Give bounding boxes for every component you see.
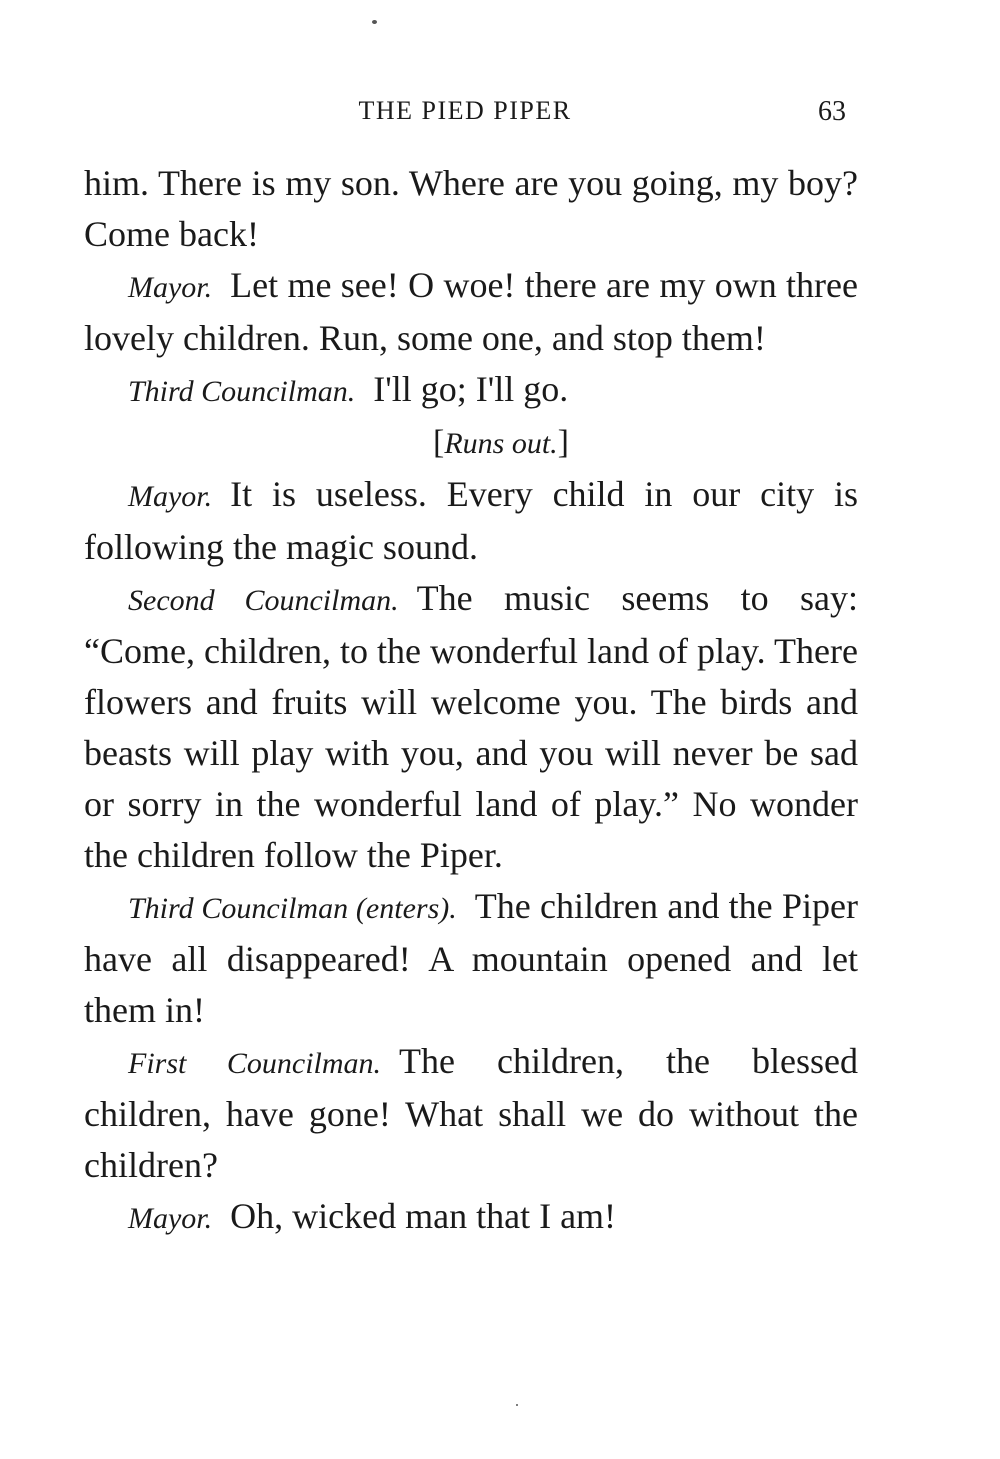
paragraph: [84, 469, 858, 573]
speaker-name: Second Councilman.: [128, 584, 399, 617]
paragraph: [84, 364, 858, 417]
speaker-name: Mayor.: [128, 480, 213, 513]
stage-direction: [84, 417, 858, 469]
speech: him. There is my son. Where are you going, my boy? Come back!: [84, 163, 858, 254]
speech: I'll go; I'll go.: [373, 369, 569, 409]
stage-bracket-open: [: [433, 424, 445, 461]
body-text: [84, 158, 858, 1244]
paragraph: [84, 881, 858, 1036]
ink-speck: [372, 20, 377, 24]
paragraph: [84, 573, 858, 881]
speaker-name: Mayor.: [128, 271, 213, 304]
speech: It is useless. Every child in our city is following the magic sound.: [84, 474, 858, 567]
stage-direction-text: Runs out.: [444, 427, 558, 460]
paragraph: [84, 1036, 858, 1191]
speech: The music seems to say: “Come, children, to the wonderful land of play. There flowers and fruits will welcome you. The birds and beasts will play with you, and you will never be sad or sorry in the wonderful land of play.” No wonder the children follow the Piper.: [84, 578, 859, 875]
speech: Let me see! O woe! there are my own three lovely children. Run, some one, and stop them!: [84, 265, 858, 358]
speaker-name: Third Councilman.: [128, 375, 356, 408]
page-number: 63: [818, 96, 846, 127]
speech: Oh, wicked man that I am!: [230, 1196, 617, 1236]
speech: The children, the blessed children, have gone! What shall we do without the children?: [84, 1041, 858, 1185]
ink-speck: [516, 1404, 518, 1406]
running-title: THE PIED PIPER: [358, 96, 572, 125]
stage-bracket-close: ]: [557, 424, 569, 461]
paragraph: [84, 158, 858, 260]
speaker-name: First Councilman.: [128, 1047, 382, 1080]
speaker-name: Mayor.: [128, 1202, 213, 1235]
speaker-name: Third Councilman (enters).: [128, 892, 457, 925]
paragraph: [84, 260, 858, 364]
paragraph: [84, 1191, 858, 1244]
speech: The children and the Piper have all disappeared! A mountain opened and let them in!: [84, 886, 858, 1030]
